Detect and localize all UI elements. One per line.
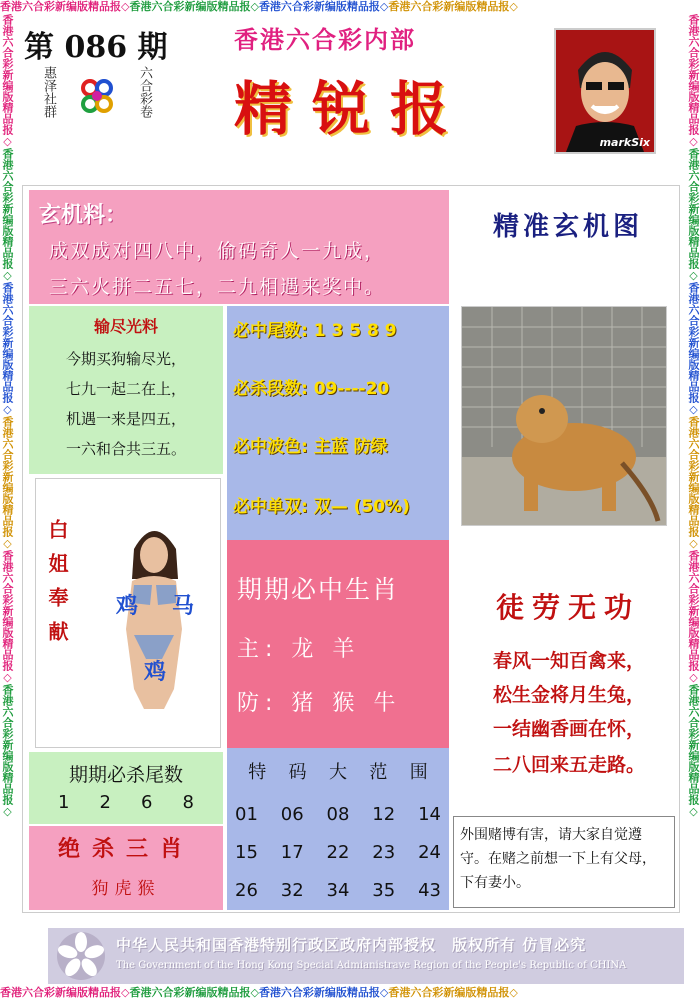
main-panel [22,185,680,913]
must-zodiac-title: 期期必中生肖 [237,575,400,604]
slogan-segment: 香港六合彩新编版精品报◇ [1,282,14,416]
main-zodiac: 主: 龙 羊 [237,637,361,662]
lose-all-poem [29,306,223,474]
table-row [235,834,441,872]
range-number: 06 [280,804,304,825]
zodiac-mark: 鸡 [144,660,167,685]
slogan-segment: 香港六合彩新编版精品报◇ [129,986,259,999]
frame-right-slogan [686,14,700,985]
slogan-segment: 香港六合彩新编版精品报◇ [687,684,700,818]
range-number: 12 [372,804,396,825]
special-range-section [227,748,449,910]
slogan-segment: 香港六合彩新编版精品报◇ [388,986,518,999]
bauhinia-icon [54,930,108,982]
kill-tail-section [29,752,223,824]
range-number: 17 [280,842,304,863]
right-poem-line: 二八回来五走路。 [492,754,645,776]
header-char: 特 [248,762,267,783]
white-sister-label: 白姐奉献 [45,519,69,655]
kill-three-section [29,826,223,910]
kill-tail-number: 2 [99,792,111,813]
slogan-segment: 香港六合彩新编版精品报◇ [687,416,700,550]
range-number: 35 [372,880,396,901]
right-poem-line: 松生金将月生兔， [492,684,645,706]
intro-line: 成双成对四八中，偷码奇人一九成， [49,240,386,262]
slogan-segment: 香港六合彩新编版精品报◇ [687,14,700,148]
issue-label [24,22,168,66]
range-number: 15 [235,842,258,863]
logo-right-text: 六合彩卷 [137,66,152,118]
poem-line: 机遇一来是四五， [65,410,186,428]
wave-color-row: 必中波色: 主蓝 防绿 [233,437,388,457]
colorful-ring-icon [72,72,122,122]
marksix-badge: markSix [599,136,650,149]
poem-line: 一六和合共三五。 [65,440,186,458]
header-char: 围 [409,762,428,783]
kill-tail-number: 8 [182,792,194,813]
tail-number-row: 必中尾数: 1 3 5 8 9 [233,321,397,341]
slogan-segment: 香港六合彩新编版精品报◇ [0,0,130,13]
odd-even-row: 必中单双: 双— (50%) [233,497,410,517]
intro-section [29,190,449,304]
kill-three-animals: 狗虎猴 [91,879,161,899]
issue-suffix: 期 [137,30,168,65]
header-char: 码 [288,762,307,783]
range-number: 26 [235,880,258,901]
slogan-segment: 香港六合彩新编版精品报◇ [1,416,14,550]
range-number: 08 [326,804,350,825]
newspaper-subtitle: 香港六合彩内部 [234,25,416,54]
zodiac-mark: 鸡 [116,594,139,619]
slogan-segment: 香港六合彩新编版精品报◇ [1,148,14,282]
header-char: 大 [328,762,347,783]
kill-tail-number: 6 [141,792,153,813]
slogan-segment: 香港六合彩新编版精品报◇ [687,148,700,282]
range-number: 23 [372,842,396,863]
kill-tail-numbers [29,792,223,813]
right-poem-line: 一结幽香画在怀， [492,718,645,740]
range-number: 24 [418,842,441,863]
table-row [235,872,441,910]
frame-bottom-slogan [0,985,700,1000]
white-sister-section [35,478,221,748]
frame-left-slogan [0,14,14,985]
kill-three-title: 绝杀三肖 [57,837,194,862]
range-number: 32 [280,880,304,901]
tiger-photo [461,306,667,526]
slogan-segment: 香港六合彩新编版精品报◇ [388,0,518,13]
slogan-segment: 香港六合彩新编版精品报◇ [258,0,389,13]
range-number: 14 [418,804,441,825]
range-number: 22 [326,842,350,863]
guard-zodiac: 防: 猪 猴 牛 [237,691,402,716]
slogan-segment: 香港六合彩新编版精品报◇ [129,0,259,13]
header [14,14,686,170]
slogan-segment: 香港六合彩新编版精品报◇ [687,282,700,416]
range-number: 43 [418,880,441,901]
frame-top-slogan [0,0,700,14]
tiger-icon [462,307,667,526]
phrase-futile: 徒劳无功 [495,591,640,624]
slogan-segment: 香港六合彩新编版精品报◇ [687,550,700,684]
header-char: 范 [369,762,388,783]
community-logo [36,62,156,132]
portrait-photo [554,28,656,154]
table-row [235,796,441,834]
newspaper-title: 精锐报 [234,75,469,143]
range-number: 01 [235,804,258,825]
must-zodiac-section [227,540,449,748]
government-footer [48,928,684,984]
zodiac-mark: 马 [172,594,195,619]
poem-line: 今期买狗输尽光， [65,350,186,368]
slogan-segment: 香港六合彩新编版精品报◇ [1,14,14,148]
right-poem-line: 春风一知百禽来， [492,650,645,672]
kill-tail-title: 期期必杀尾数 [68,764,183,786]
slogan-segment: 香港六合彩新编版精品报◇ [0,986,130,999]
logo-left-text: 惠泽社群 [41,66,56,118]
prediction-stats [227,306,449,540]
poem-title: 输尽光料 [93,317,158,336]
issue-number: 086 [64,30,128,65]
intro-line: 三六火拼二五七，二九相遇来奖中。 [49,276,386,298]
intro-heading: 玄机料： [39,202,128,228]
mystery-picture-title: 精准玄机图 [492,212,643,242]
special-range-header [227,758,449,784]
gambling-notice: 外围赌博有害，请大家自觉遵守。在赌之前想一下上有父母，下有妻小。 [453,816,675,908]
slogan-segment: 香港六合彩新编版精品报◇ [258,986,389,999]
special-range-grid [235,796,441,910]
slogan-segment: 香港六合彩新编版精品报◇ [1,684,14,818]
issue-prefix: 第 [24,30,54,65]
slogan-segment: 香港六合彩新编版精品报◇ [1,550,14,684]
poem-line: 七九一起二在上， [65,380,186,398]
kill-tail-number: 1 [58,792,70,813]
man-portrait-icon [556,30,654,152]
footer-chinese-text: 中华人民共和国香港特别行政区政府内部授权 版权所有 仿冒必究 [116,936,587,954]
footer-english-text: The Government of the Hong Kong Special Admianistrave Region of the People's Republic of CHINA [116,960,627,971]
range-number: 34 [326,880,350,901]
segment-row: 必杀段数: 09----20 [233,379,390,399]
